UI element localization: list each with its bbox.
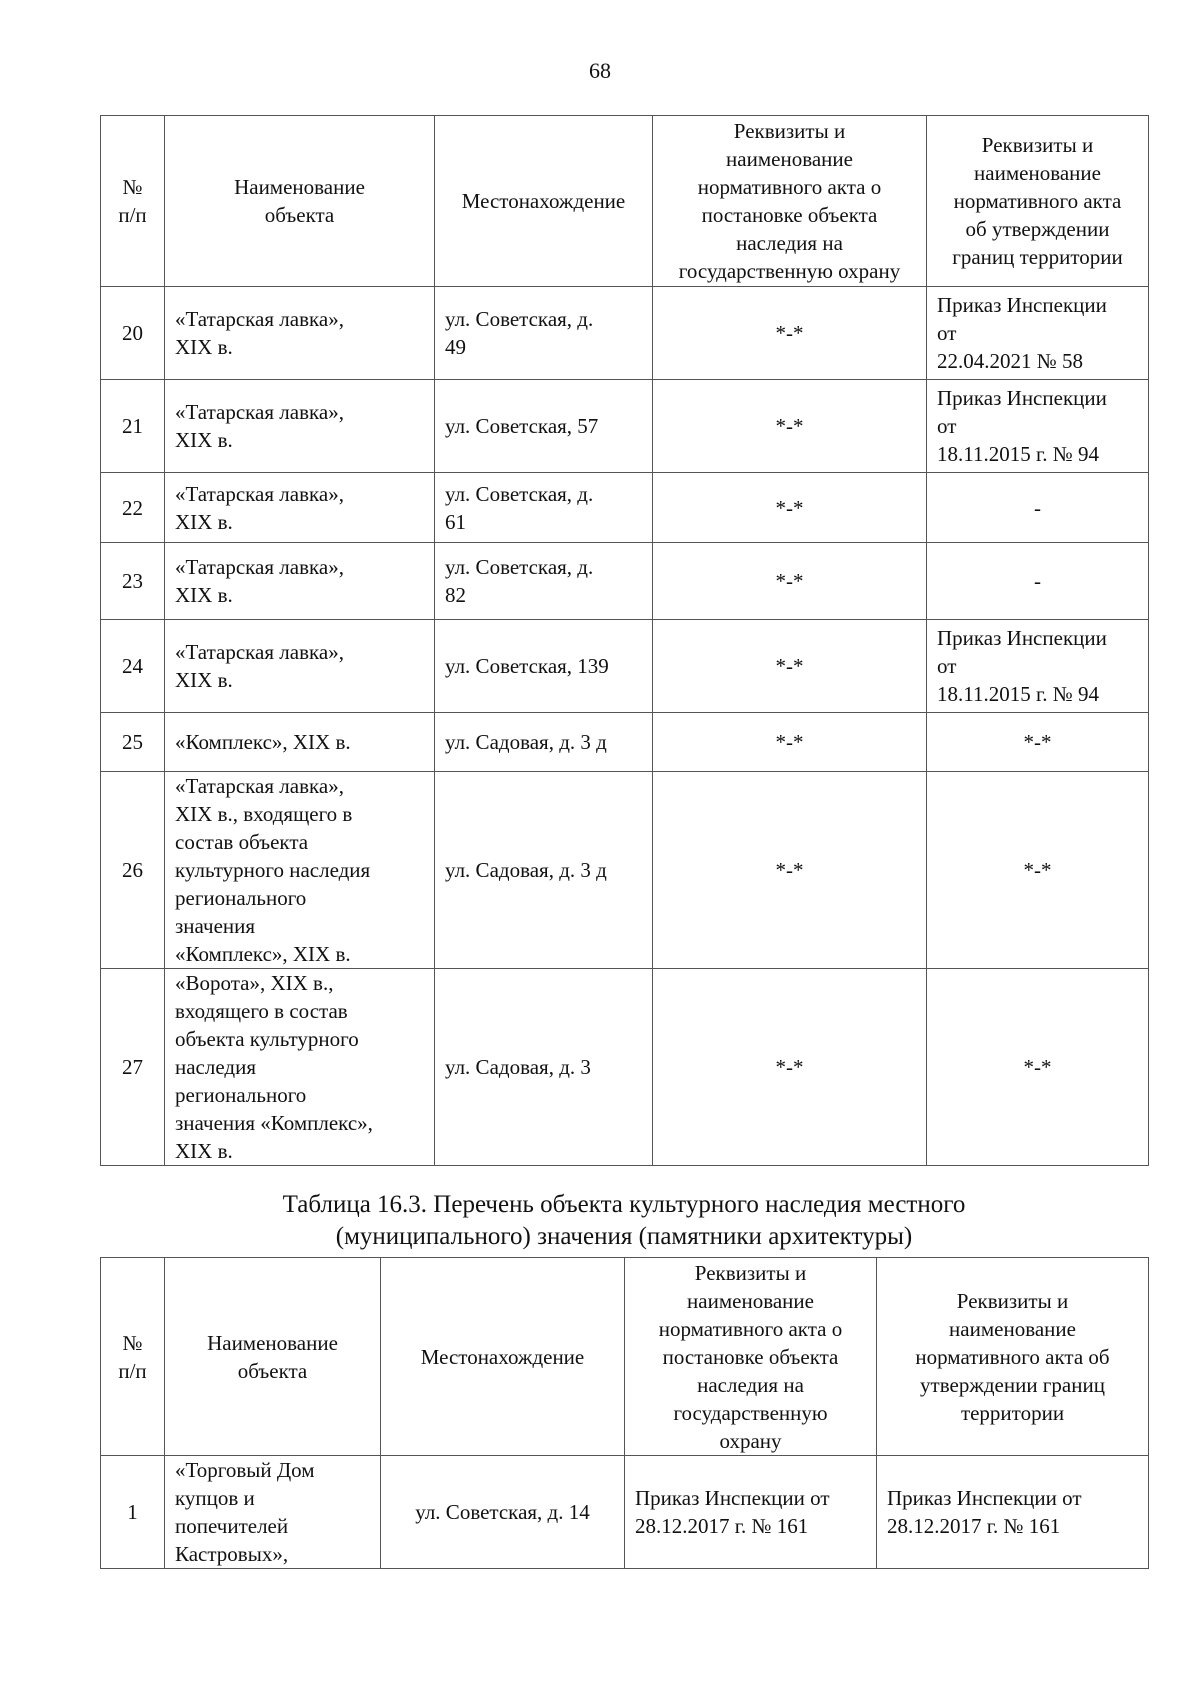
cell-location: ул. Советская, д. 82: [435, 543, 653, 620]
cell-num: 26: [101, 772, 165, 969]
header-req-protection: Реквизиты и наименование нормативного акта о постановке объекта наследия на государственную охрану: [625, 1258, 877, 1456]
cell-protection: *-*: [653, 473, 927, 543]
cell-protection: *-*: [653, 620, 927, 713]
cell-protection: *-*: [653, 772, 927, 969]
header-name: Наименование объекта: [165, 1258, 381, 1456]
cell-name: «Татарская лавка», XIX в.: [165, 620, 435, 713]
cell-name: «Татарская лавка», XIX в.: [165, 380, 435, 473]
table-row: [101, 1456, 1149, 1569]
cell-borders: *-*: [927, 713, 1149, 772]
cell-protection: *-*: [653, 543, 927, 620]
table-row: [101, 620, 1149, 713]
cell-num: 25: [101, 713, 165, 772]
cell-num: 23: [101, 543, 165, 620]
table-caption: Таблица 16.3. Перечень объекта культурного наследия местного (муниципального) значения (памятники архитектуры): [282, 1191, 966, 1250]
table-row: [101, 473, 1149, 543]
cell-num: 20: [101, 287, 165, 380]
cell-protection: *-*: [653, 969, 927, 1166]
cell-borders: Приказ Инспекции от 18.11.2015 г. № 94: [927, 380, 1149, 473]
cell-location: ул. Садовая, д. 3 д: [435, 772, 653, 969]
table-row: [101, 543, 1149, 620]
cell-name: «Татарская лавка», XIX в.: [165, 543, 435, 620]
table-header-row: [101, 1258, 1149, 1456]
cell-protection: *-*: [653, 287, 927, 380]
cell-location: ул. Советская, д. 49: [435, 287, 653, 380]
cell-name: «Татарская лавка», XIX в.: [165, 473, 435, 543]
cell-location: ул. Советская, д. 14: [381, 1456, 625, 1569]
header-req-borders: Реквизиты и наименование нормативного акта об утверждении границ территории: [927, 116, 1149, 287]
cell-location: ул. Садовая, д. 3: [435, 969, 653, 1166]
header-num: № п/п: [101, 116, 165, 287]
header-location: Местонахождение: [435, 116, 653, 287]
page-number: 68: [589, 58, 611, 83]
cell-num: 27: [101, 969, 165, 1166]
cell-location: ул. Садовая, д. 3 д: [435, 713, 653, 772]
cell-location: ул. Советская, д. 61: [435, 473, 653, 543]
cell-borders: Приказ Инспекции от 22.04.2021 № 58: [927, 287, 1149, 380]
cell-borders: Приказ Инспекции от 18.11.2015 г. № 94: [927, 620, 1149, 713]
cell-location: ул. Советская, 139: [435, 620, 653, 713]
heritage-table-regional: [100, 115, 1149, 1166]
cell-num: 1: [101, 1456, 165, 1569]
header-num: № п/п: [101, 1258, 165, 1456]
cell-name: «Комплекс», XIX в.: [165, 713, 435, 772]
cell-name: «Ворота», XIX в., входящего в состав объекта культурного наследия регионального значения «Комплекс», XIX в.: [165, 969, 435, 1166]
header-name: Наименование объекта: [165, 116, 435, 287]
header-location: Местонахождение: [381, 1258, 625, 1456]
cell-borders: Приказ Инспекции от 28.12.2017 г. № 161: [877, 1456, 1149, 1569]
table-row: [101, 287, 1149, 380]
cell-borders: *-*: [927, 772, 1149, 969]
cell-protection: Приказ Инспекции от 28.12.2017 г. № 161: [625, 1456, 877, 1569]
cell-location: ул. Советская, 57: [435, 380, 653, 473]
cell-borders: *-*: [927, 969, 1149, 1166]
cell-num: 24: [101, 620, 165, 713]
cell-name: «Татарская лавка», XIX в.: [165, 287, 435, 380]
table-row: [101, 380, 1149, 473]
header-req-borders: Реквизиты и наименование нормативного акта об утверждении границ территории: [877, 1258, 1149, 1456]
table-header-row: [101, 116, 1149, 287]
cell-name: «Торговый Дом купцов и попечителей Кастровых»,: [165, 1456, 381, 1569]
cell-borders: -: [927, 473, 1149, 543]
heritage-table-local: [100, 1257, 1149, 1569]
table-row: [101, 969, 1149, 1166]
cell-protection: *-*: [653, 713, 927, 772]
header-req-protection: Реквизиты и наименование нормативного акта о постановке объекта наследия на государственную охрану: [653, 116, 927, 287]
table-row: [101, 772, 1149, 969]
cell-num: 22: [101, 473, 165, 543]
cell-protection: *-*: [653, 380, 927, 473]
cell-borders: -: [927, 543, 1149, 620]
cell-num: 21: [101, 380, 165, 473]
cell-name: «Татарская лавка», XIX в., входящего в состав объекта культурного наследия регионального значения «Комплекс», XIX в.: [165, 772, 435, 969]
table-row: [101, 713, 1149, 772]
